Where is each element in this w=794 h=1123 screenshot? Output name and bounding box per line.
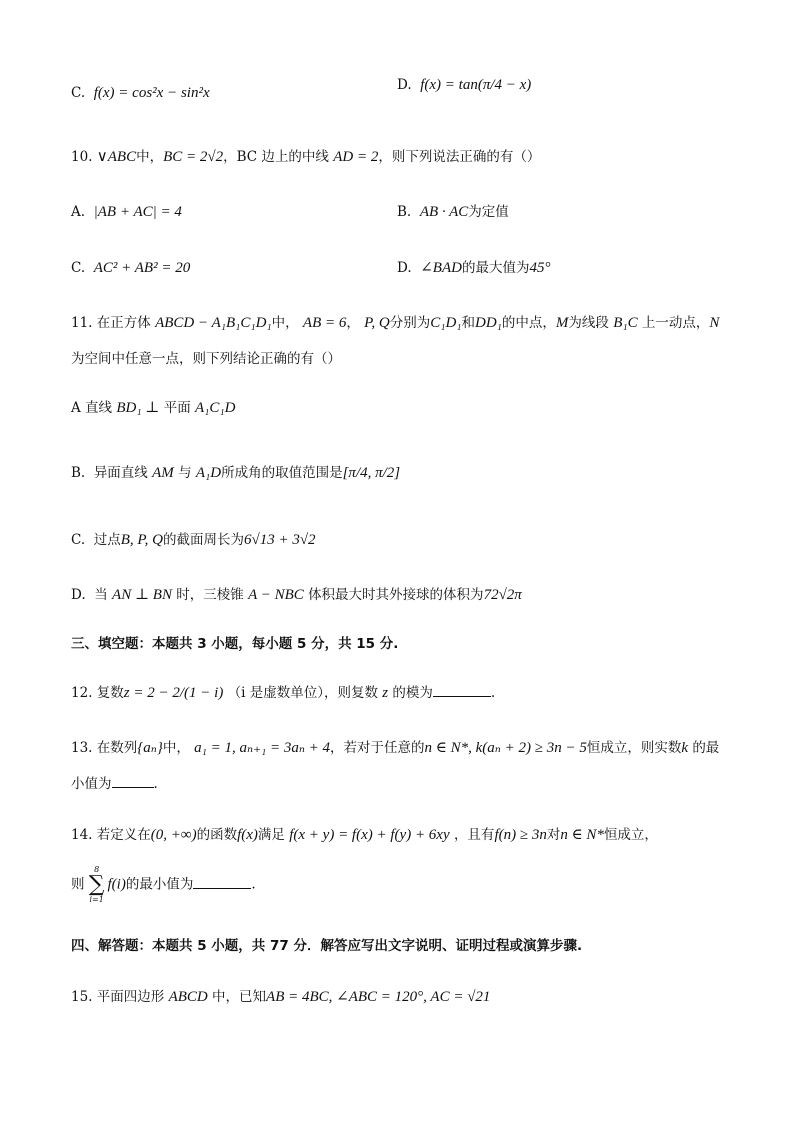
stem-math: ABCD − A₁B₁C₁D₁	[155, 315, 272, 331]
option-label: B.	[71, 465, 86, 481]
q11-option-b	[71, 466, 400, 481]
stem-text: 若定义在	[96, 827, 151, 843]
stem-math: P, Q	[364, 315, 390, 331]
question-number: 13.	[71, 740, 93, 756]
stem-text: 在数列	[96, 740, 138, 756]
stem-text: （i 是虚数单位），则复数	[227, 685, 378, 701]
stem-math: C₁D₁	[430, 315, 462, 331]
answer-blank[interactable]	[193, 888, 251, 889]
stem-math: f(i)	[107, 876, 126, 893]
stem-text: 的函数	[196, 827, 238, 843]
stem-text: 为线段	[568, 315, 609, 331]
stem-text: 的中点，	[501, 315, 556, 331]
stem-text: 在正方体	[96, 315, 151, 331]
q14-line2	[71, 866, 256, 904]
stem-math: B₁C	[613, 315, 638, 331]
option-text: 异面直线	[93, 465, 148, 481]
q10-option-d	[397, 261, 550, 276]
option-text: 所成角的取值范围是	[221, 465, 343, 481]
option-math: 6√13 + 3√2	[243, 532, 316, 548]
option-label: A.	[71, 204, 86, 220]
q10-stem	[71, 150, 540, 165]
stem-math: f(n) ≥ 3n	[494, 827, 547, 843]
stem-math: a₁ = 1, aₙ₊₁ = 3aₙ + 4	[194, 740, 331, 756]
stem-math: AB = 4BC, ∠ABC = 120°, AC = √21	[266, 989, 491, 1005]
q9-option-d	[397, 78, 531, 93]
stem-math: (0, +∞)	[150, 827, 197, 843]
option-text: 过点	[93, 532, 121, 548]
sigma-symbol: ∑	[88, 872, 105, 897]
question-number: 14.	[71, 827, 93, 843]
stem-text: .	[153, 776, 158, 792]
option-label: D.	[71, 587, 86, 603]
option-text: 体积最大时其外接球的体积为	[308, 587, 484, 603]
stem-text: 上一动点，	[641, 315, 710, 331]
summation	[89, 866, 105, 904]
q11-stem-line2	[71, 353, 341, 367]
stem-text: 分别为	[389, 315, 431, 331]
stem-text: 的最小值为	[125, 876, 194, 893]
stem-text: 的最	[692, 740, 720, 756]
option-text: 的最大值为	[461, 260, 530, 276]
option-math: A₁D	[195, 465, 222, 481]
stem-math: M	[555, 315, 569, 331]
q10-option-a-math: |AB + AC| = 4	[93, 204, 182, 220]
triangle-symbol: ∨ABC	[96, 149, 137, 165]
q9-option-c	[71, 86, 210, 101]
stem-text: ，若对于任意的	[330, 740, 425, 756]
stem-text: ，BC 边上的中线	[223, 149, 329, 165]
option-text: 直线	[85, 400, 113, 416]
stem-text: ，	[346, 315, 360, 331]
stem-math: z = 2 − 2/(1 − i)	[123, 685, 224, 701]
option-math: AN ⊥ BN	[112, 587, 172, 603]
section-title-solutions: 四、解答题：本题共 5 小题，共 77 分．解答应写出文字说明、证明过程或演算步骤.	[71, 938, 583, 954]
stem-text: 恒成立，则实数	[586, 740, 682, 756]
sum-lower-limit: i=1	[89, 895, 104, 904]
question-number: 12.	[71, 685, 93, 701]
stem-text: 中，	[271, 315, 299, 331]
stem-text: 对	[546, 827, 561, 843]
stem-math: DD₁	[475, 315, 502, 331]
answer-blank[interactable]	[433, 696, 491, 697]
option-math: 72√2π	[483, 587, 522, 603]
option-math: A − NBC	[248, 587, 304, 603]
stem-math: AB = 6	[302, 315, 347, 331]
stem-text: 中，	[136, 149, 164, 165]
stem-text: 复数	[96, 685, 124, 701]
stem-text: 的模为	[392, 685, 433, 701]
option-text: 平面	[163, 400, 191, 416]
option-value: 45°	[529, 260, 551, 276]
q12	[71, 686, 495, 701]
q10-option-c	[71, 261, 190, 276]
stem-math: z	[382, 685, 389, 701]
option-text: 的截面周长为	[162, 532, 244, 548]
q9-option-d-math: f(x) = tan(π/4 − x)	[420, 77, 532, 93]
option-label: C.	[71, 532, 86, 548]
q10-option-d-math: ∠BAD	[420, 260, 462, 276]
option-math: B, P, Q	[120, 532, 163, 548]
question-number: 11.	[71, 315, 93, 331]
stem-math: n ∈ N*	[560, 827, 604, 843]
q10-option-c-math: AC² + AB² = 20	[93, 260, 191, 276]
stem-math: k	[681, 740, 689, 756]
q10-option-b	[397, 205, 509, 220]
stem-math: ABCD	[168, 989, 208, 1005]
q13-line2	[71, 778, 158, 792]
option-label: B.	[397, 204, 412, 220]
option-math: AM	[152, 465, 174, 481]
stem-text: 小值为	[71, 776, 112, 792]
stem-math: f(x)	[237, 827, 258, 843]
option-math: [π/4, π/2]	[342, 465, 401, 481]
stem-math: AD = 2	[333, 149, 379, 165]
stem-math: n ∈ N*, k(aₙ + 2) ≥ 3n − 5	[424, 740, 587, 756]
stem-text: ，则下列说法正确的有（）	[378, 149, 541, 165]
stem-text: 则	[71, 876, 85, 893]
stem-text: 平面四边形	[96, 989, 165, 1005]
stem-math: N	[709, 315, 720, 331]
q13-line1	[71, 741, 719, 756]
q10-option-a	[71, 205, 182, 220]
stem-text: .	[490, 685, 496, 701]
option-label: C.	[71, 85, 86, 101]
option-text: 与	[178, 465, 192, 481]
stem-text: 满足	[257, 827, 285, 843]
option-math: A₁C₁D	[195, 400, 236, 416]
q11-option-a	[71, 401, 235, 416]
option-text: 当	[94, 587, 108, 603]
question-number: 15.	[71, 989, 93, 1005]
stem-text: 为空间中任意一点，则下列结论正确的有（）	[71, 351, 341, 367]
option-math: BD₁ ⊥	[116, 400, 160, 416]
option-label: A	[71, 400, 81, 416]
option-label: D.	[397, 260, 412, 276]
q15	[71, 990, 490, 1005]
stem-math: f(x + y) = f(x) + f(y) + 6xy	[289, 827, 450, 843]
stem-math: BC = 2√2	[163, 149, 224, 165]
answer-blank[interactable]	[112, 787, 154, 788]
stem-text: 和	[461, 315, 476, 331]
option-text: 为定值	[468, 204, 509, 220]
stem-text: ，且有	[453, 827, 495, 843]
question-number: 10.	[71, 149, 93, 165]
q14-line1	[71, 828, 658, 843]
q10-option-b-math: AB · AC	[419, 204, 469, 220]
q9-option-c-math: f(x) = cos²x − sin²x	[93, 85, 210, 101]
stem-text: 恒成立，	[603, 827, 658, 843]
option-label: C.	[71, 260, 86, 276]
option-label: D.	[397, 77, 412, 93]
option-text: 时，三棱锥	[176, 587, 244, 603]
stem-text: 中，已知	[212, 989, 267, 1005]
sum-upper-limit: 8	[94, 865, 100, 874]
section-title-fill-in: 三、填空题：本题共 3 小题，每小题 5 分，共 15 分.	[71, 636, 399, 652]
stem-text: 中，	[162, 740, 190, 756]
q11-stem-line1	[71, 316, 719, 331]
stem-math: {aₙ}	[137, 740, 163, 756]
q11-option-d	[71, 588, 522, 603]
q11-option-c	[71, 533, 316, 548]
stem-text: .	[251, 876, 256, 893]
